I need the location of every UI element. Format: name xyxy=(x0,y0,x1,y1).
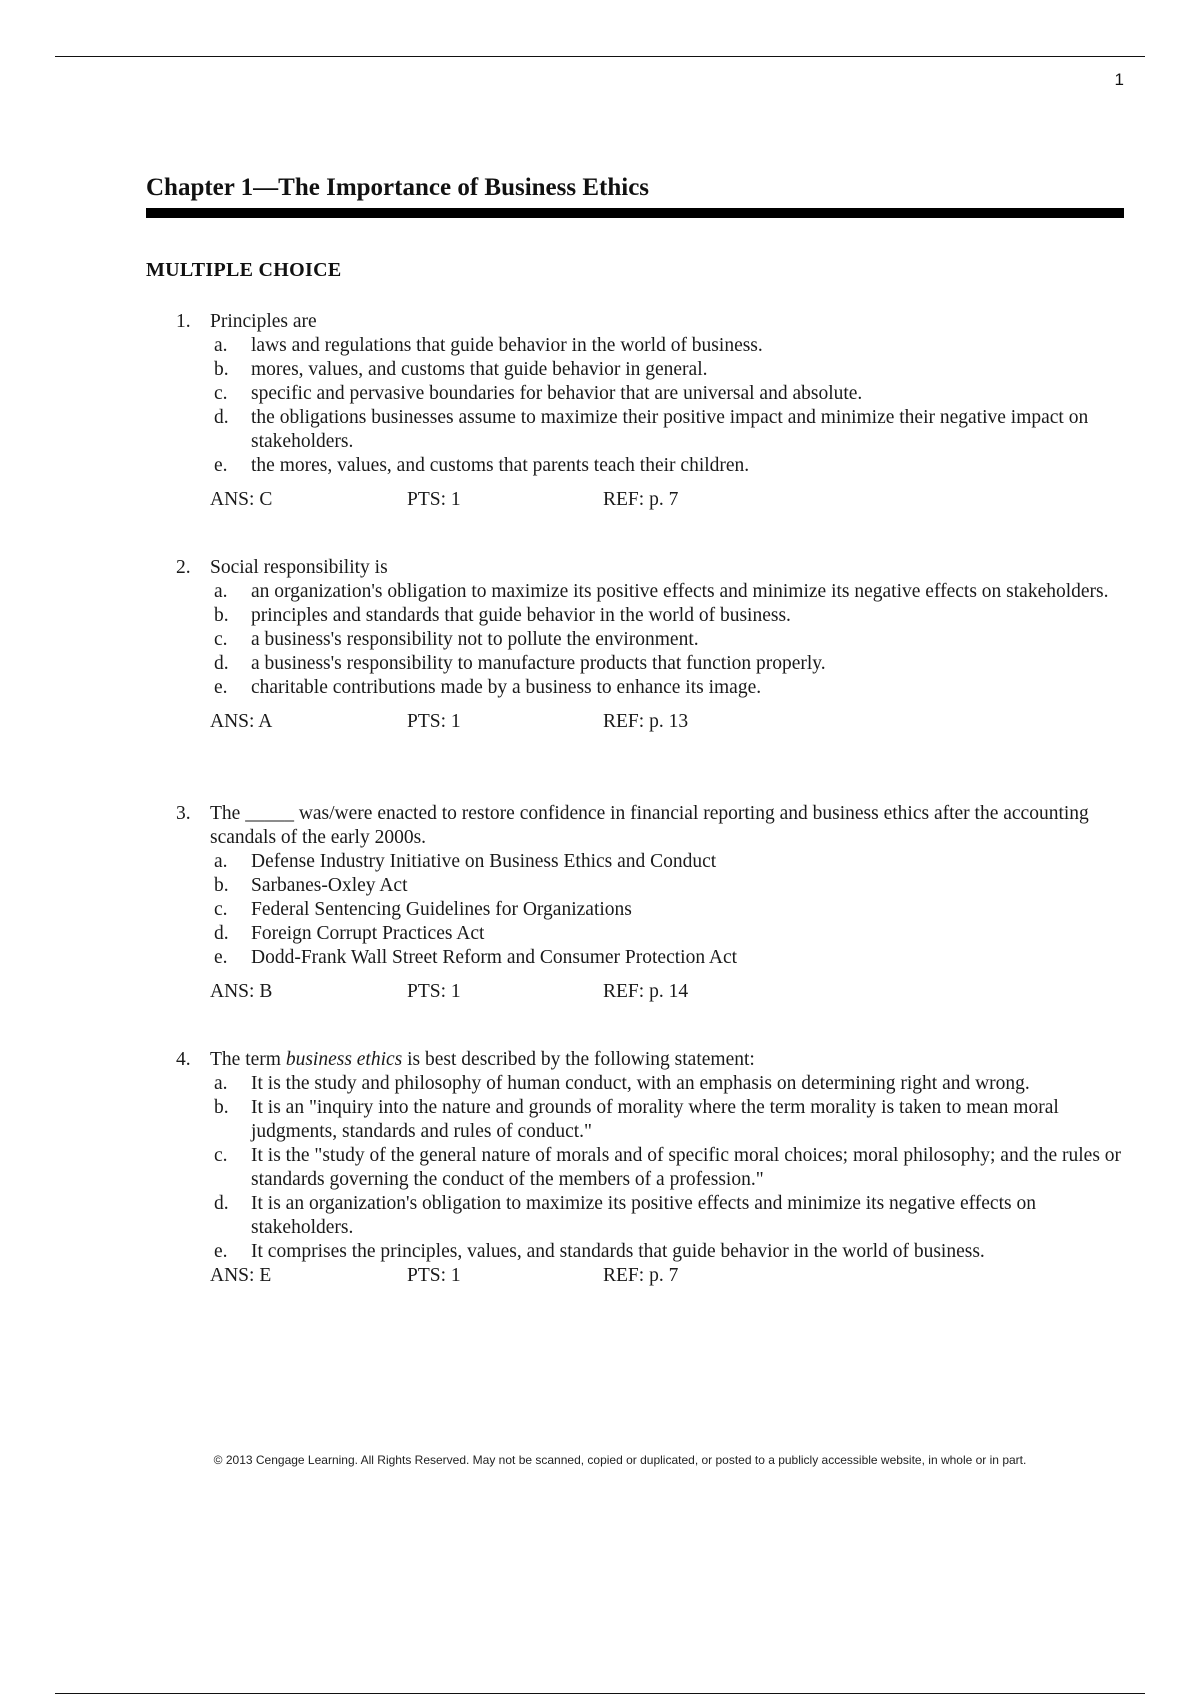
answer-value: A xyxy=(258,711,273,732)
option-letter: a. xyxy=(214,335,228,356)
question-1 xyxy=(146,310,1126,512)
option-b xyxy=(146,358,1126,382)
option-letter: c. xyxy=(214,899,228,920)
option-a xyxy=(146,334,1126,358)
top-rule xyxy=(55,56,1145,57)
answer-key-row xyxy=(146,1264,1126,1288)
option-text: Federal Sentencing Guidelines for Organizations xyxy=(251,899,632,920)
reference: REF: p. 7 xyxy=(603,489,679,510)
points-value: 1 xyxy=(450,1265,461,1286)
option-letter: c. xyxy=(214,383,228,404)
option-letter: e. xyxy=(214,455,228,476)
answer-value: B xyxy=(259,981,273,1002)
points: PTS: 1 xyxy=(407,489,461,510)
option-letter: d. xyxy=(214,1193,229,1214)
option-letter: a. xyxy=(214,851,228,872)
option-letter: d. xyxy=(214,407,229,428)
question-stem xyxy=(146,310,1126,334)
option-letter: b. xyxy=(214,605,229,626)
option-text: It is an "inquiry into the nature and grounds of morality where the term morality is taken to mean moral judgments, standards and rules of conduct." xyxy=(251,1097,1059,1142)
option-a xyxy=(146,1072,1126,1096)
answer-key-row xyxy=(146,980,1126,1004)
question-text-prefix: The term xyxy=(210,1049,281,1070)
option-letter: c. xyxy=(214,1145,228,1166)
question-stem xyxy=(146,556,1126,580)
question-text: The _____ was/were enacted to restore confidence in financial reporting and business ethics after the accounting scandals of the early 2000s. xyxy=(210,803,1089,848)
option-text: a business's responsibility to manufacture products that function properly. xyxy=(251,653,826,674)
option-c xyxy=(146,628,1126,652)
option-a xyxy=(146,850,1126,874)
answer-options xyxy=(146,850,1126,970)
points: PTS: 1 xyxy=(407,981,461,1002)
question-stem xyxy=(146,1048,1126,1072)
points: PTS: 1 xyxy=(407,711,461,732)
option-text: the obligations businesses assume to maximize their positive impact and minimize their negative impact on stakeholders. xyxy=(251,407,1089,452)
answer-key: ANS: B xyxy=(210,981,273,1002)
answer-key: ANS: A xyxy=(210,711,273,732)
question-term: business ethics xyxy=(285,1049,403,1070)
answer-key: ANS: E xyxy=(210,1265,272,1286)
option-letter: e. xyxy=(214,1241,228,1262)
option-text: specific and pervasive boundaries for behavior that are universal and absolute. xyxy=(251,383,863,404)
option-text: mores, values, and customs that guide behavior in general. xyxy=(251,359,708,380)
answer-options xyxy=(146,580,1126,700)
option-letter: e. xyxy=(214,677,228,698)
answer-key-row xyxy=(146,488,1126,512)
option-text: Defense Industry Initiative on Business Ethics and Conduct xyxy=(251,851,717,872)
reference-value: p. 7 xyxy=(649,1265,679,1286)
option-letter: d. xyxy=(214,653,229,674)
option-text: It comprises the principles, values, and standards that guide behavior in the world of business. xyxy=(251,1241,985,1262)
bottom-rule xyxy=(55,1693,1145,1694)
option-text: principles and standards that guide behavior in the world of business. xyxy=(251,605,791,626)
question-number: 2. xyxy=(176,557,191,578)
question-2 xyxy=(146,556,1126,734)
answer-options xyxy=(146,1072,1126,1264)
reference-value: p. 14 xyxy=(649,981,689,1002)
option-text: It is the study and philosophy of human conduct, with an emphasis on determining right and wrong. xyxy=(251,1073,1030,1094)
option-letter: d. xyxy=(214,923,229,944)
option-text: Foreign Corrupt Practices Act xyxy=(251,923,485,944)
question-stem xyxy=(146,802,1126,850)
answer-options xyxy=(146,334,1126,478)
option-c xyxy=(146,382,1126,406)
question-text: Principles are xyxy=(210,311,317,332)
answer-key-row xyxy=(146,710,1126,734)
option-b xyxy=(146,874,1126,898)
option-text: an organization's obligation to maximize its positive effects and minimize its negative effects on stakeholders. xyxy=(251,581,1109,602)
chapter-title: Chapter 1—The Importance of Business Ethics xyxy=(146,174,650,201)
option-text: the mores, values, and customs that parents teach their children. xyxy=(251,455,750,476)
reference: REF: p. 14 xyxy=(603,981,689,1002)
points-value: 1 xyxy=(450,981,461,1002)
reference: REF: p. 13 xyxy=(603,711,689,732)
question-4 xyxy=(146,1048,1126,1288)
option-letter: b. xyxy=(214,359,229,380)
reference: REF: p. 7 xyxy=(603,1265,679,1286)
option-b xyxy=(146,1096,1126,1144)
option-letter: e. xyxy=(214,947,228,968)
answer-value: E xyxy=(259,1265,272,1286)
option-c xyxy=(146,898,1126,922)
option-a xyxy=(146,580,1126,604)
option-text: It is the "study of the general nature of morals and of specific moral choices; moral philosophy; and the rules or standards governing the conduct of the members of a profession." xyxy=(251,1145,1122,1190)
points-value: 1 xyxy=(450,711,461,732)
question-text-suffix: is best described by the following statement: xyxy=(407,1049,755,1070)
option-e xyxy=(146,1240,1126,1264)
option-b xyxy=(146,604,1126,628)
points: PTS: 1 xyxy=(407,1265,461,1286)
points-value: 1 xyxy=(450,489,461,510)
option-text: Dodd-Frank Wall Street Reform and Consumer Protection Act xyxy=(251,947,738,968)
option-text: Sarbanes-Oxley Act xyxy=(251,875,408,896)
option-c xyxy=(146,1144,1126,1192)
question-text: Social responsibility is xyxy=(210,557,388,578)
answer-value: C xyxy=(259,489,273,510)
option-d xyxy=(146,406,1126,454)
option-letter: b. xyxy=(214,875,229,896)
question-number: 4. xyxy=(176,1049,191,1070)
reference-value: p. 7 xyxy=(649,489,679,510)
option-d xyxy=(146,652,1126,676)
option-text: charitable contributions made by a business to enhance its image. xyxy=(251,677,762,698)
option-letter: b. xyxy=(214,1097,229,1118)
option-text: It is an organization's obligation to maximize its positive effects and minimize its negative effects on stakeholders. xyxy=(251,1193,1036,1238)
option-letter: c. xyxy=(214,629,228,650)
option-e xyxy=(146,454,1126,478)
option-e xyxy=(146,676,1126,700)
option-letter: a. xyxy=(214,1073,228,1094)
option-letter: a. xyxy=(214,581,228,602)
reference-value: p. 13 xyxy=(649,711,689,732)
copyright-footer: © 2013 Cengage Learning. All Rights Reserved. May not be scanned, copied or duplicated, or posted to a publicly accessible website, in whole or in part. xyxy=(213,1453,1027,1467)
question-3 xyxy=(146,802,1126,1004)
option-d xyxy=(146,1192,1126,1240)
option-e xyxy=(146,946,1126,970)
option-d xyxy=(146,922,1126,946)
title-underline-bar xyxy=(146,208,1124,218)
option-text: a business's responsibility not to pollute the environment. xyxy=(251,629,699,650)
option-text: laws and regulations that guide behavior in the world of business. xyxy=(251,335,763,356)
question-number: 1. xyxy=(176,311,191,332)
page-number: 1 xyxy=(1114,70,1124,89)
section-heading: MULTIPLE CHOICE xyxy=(146,259,342,281)
question-number: 3. xyxy=(176,803,191,824)
answer-key: ANS: C xyxy=(210,489,273,510)
